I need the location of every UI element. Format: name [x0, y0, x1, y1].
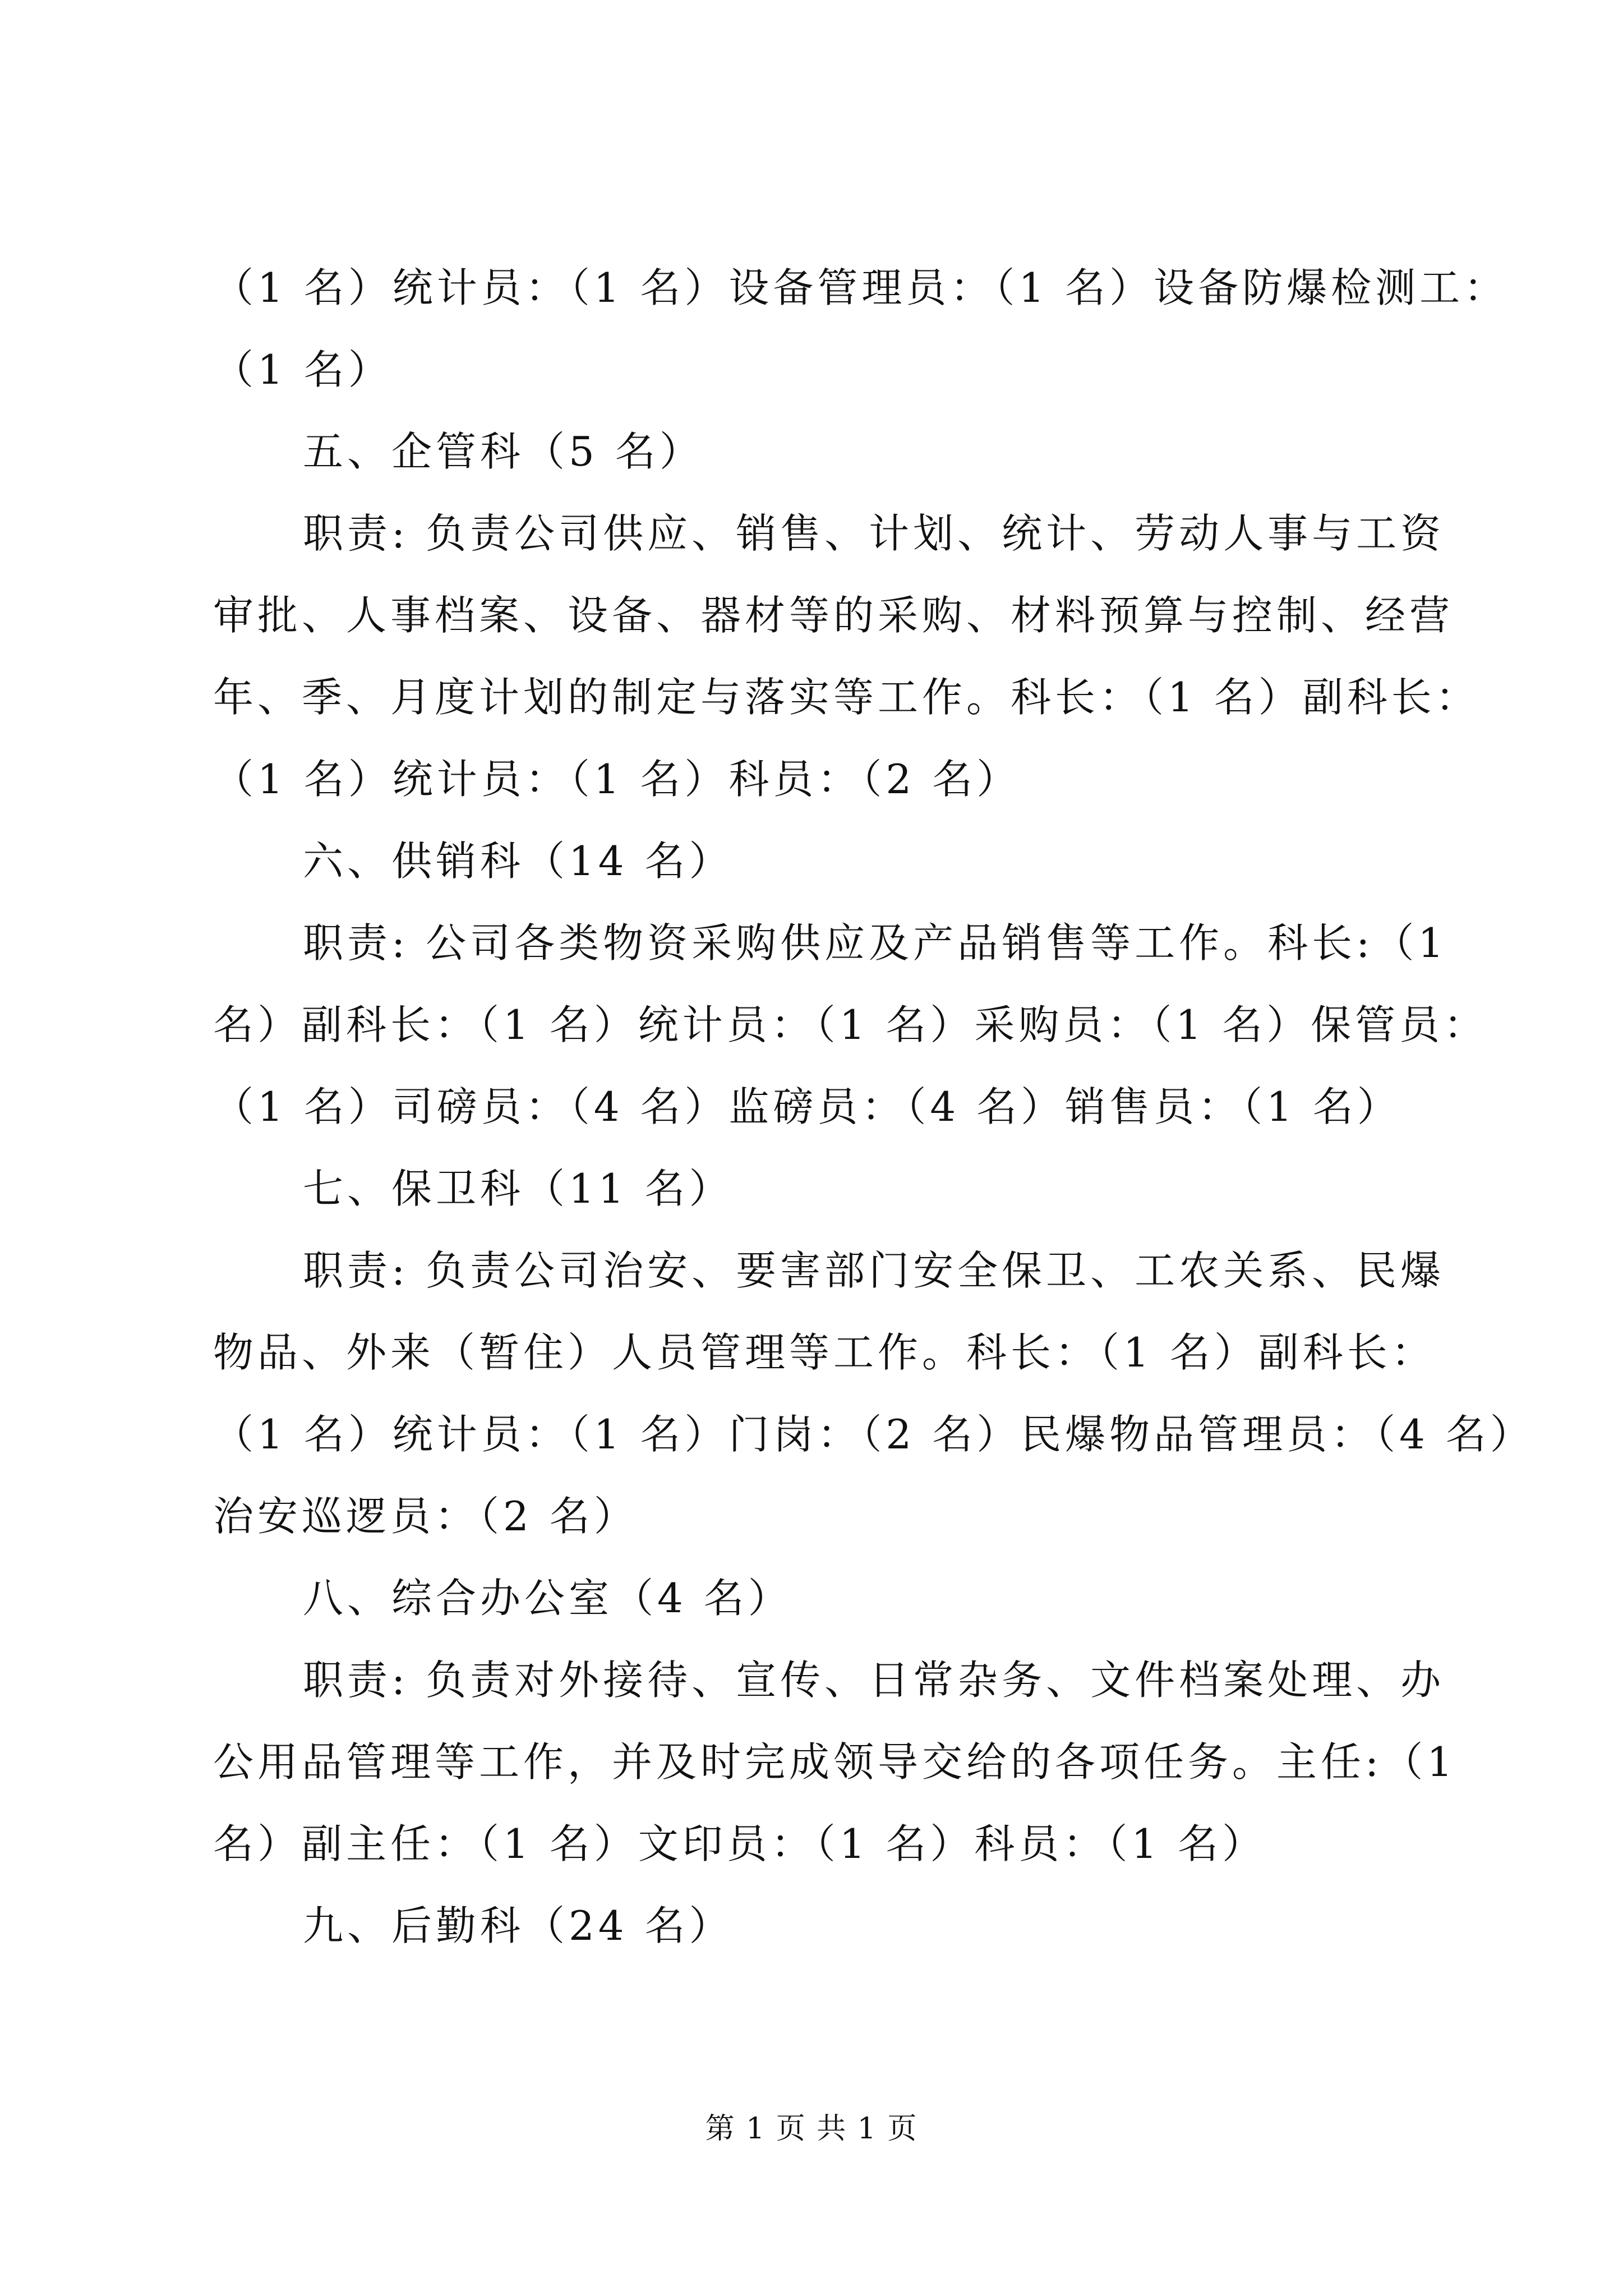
- body-line: 名）副科长：（1 名）统计员：（1 名）采购员：（1 名）保管员：: [213, 1001, 1488, 1048]
- body-line: 职责: 公司各类物资采购供应及产品销售等工作。科长:（1: [303, 919, 1448, 967]
- body-line: 名）副主任：（1 名）文印员：（1 名）科员：（1 名）: [213, 1820, 1267, 1867]
- page-number: 第 1 页 共 1 页: [705, 2112, 918, 2146]
- body-line: 治安巡逻员：（2 名）: [213, 1493, 638, 1540]
- section-heading: 七、保卫科（11 名）: [303, 1165, 734, 1212]
- document-body: [213, 247, 1534, 1967]
- section-heading: 五、企管科（5 名）: [303, 428, 704, 475]
- section-heading: 八、综合办公室（4 名）: [303, 1575, 792, 1622]
- page-footer: [0, 2109, 1623, 2148]
- body-line: （1 名）: [213, 346, 393, 393]
- body-line: 物品、外来（暂住）人员管理等工作。科长：（1 名）副科长：: [213, 1329, 1436, 1376]
- body-line: （1 名）统计员：（1 名）科员：（2 名）: [213, 756, 1021, 803]
- body-line: （1 名）统计员：（1 名）设备管理员：（1 名）设备防爆检测工：: [213, 264, 1509, 311]
- body-line: 年、季、月度计划的制定与落实等工作。科长：（1 名）副科长：: [213, 674, 1480, 721]
- body-line: 职责: 负责公司供应、销售、计划、统计、劳动人事与工资: [303, 510, 1445, 557]
- section-heading: 九、后勤科（24 名）: [303, 1902, 734, 1949]
- body-line: 审批、人事档案、设备、器材等的采购、材料预算与控制、经营: [213, 592, 1454, 639]
- body-line: 公用品管理等工作，并及时完成领导交给的各项任务。主任:（1: [213, 1738, 1457, 1786]
- body-line: 职责: 负责公司治安、要害部门安全保卫、工农关系、民爆: [303, 1247, 1445, 1294]
- section-heading: 六、供销科（14 名）: [303, 838, 734, 885]
- body-line: （1 名）司磅员：（4 名）监磅员：（4 名）销售员：（1 名）: [213, 1083, 1401, 1130]
- body-line: 职责: 负责对外接待、宣传、日常杂务、文件档案处理、办: [303, 1657, 1445, 1704]
- body-line: （1 名）统计员：（1 名）门岗：（2 名）民爆物品管理员：（4 名）: [213, 1411, 1534, 1458]
